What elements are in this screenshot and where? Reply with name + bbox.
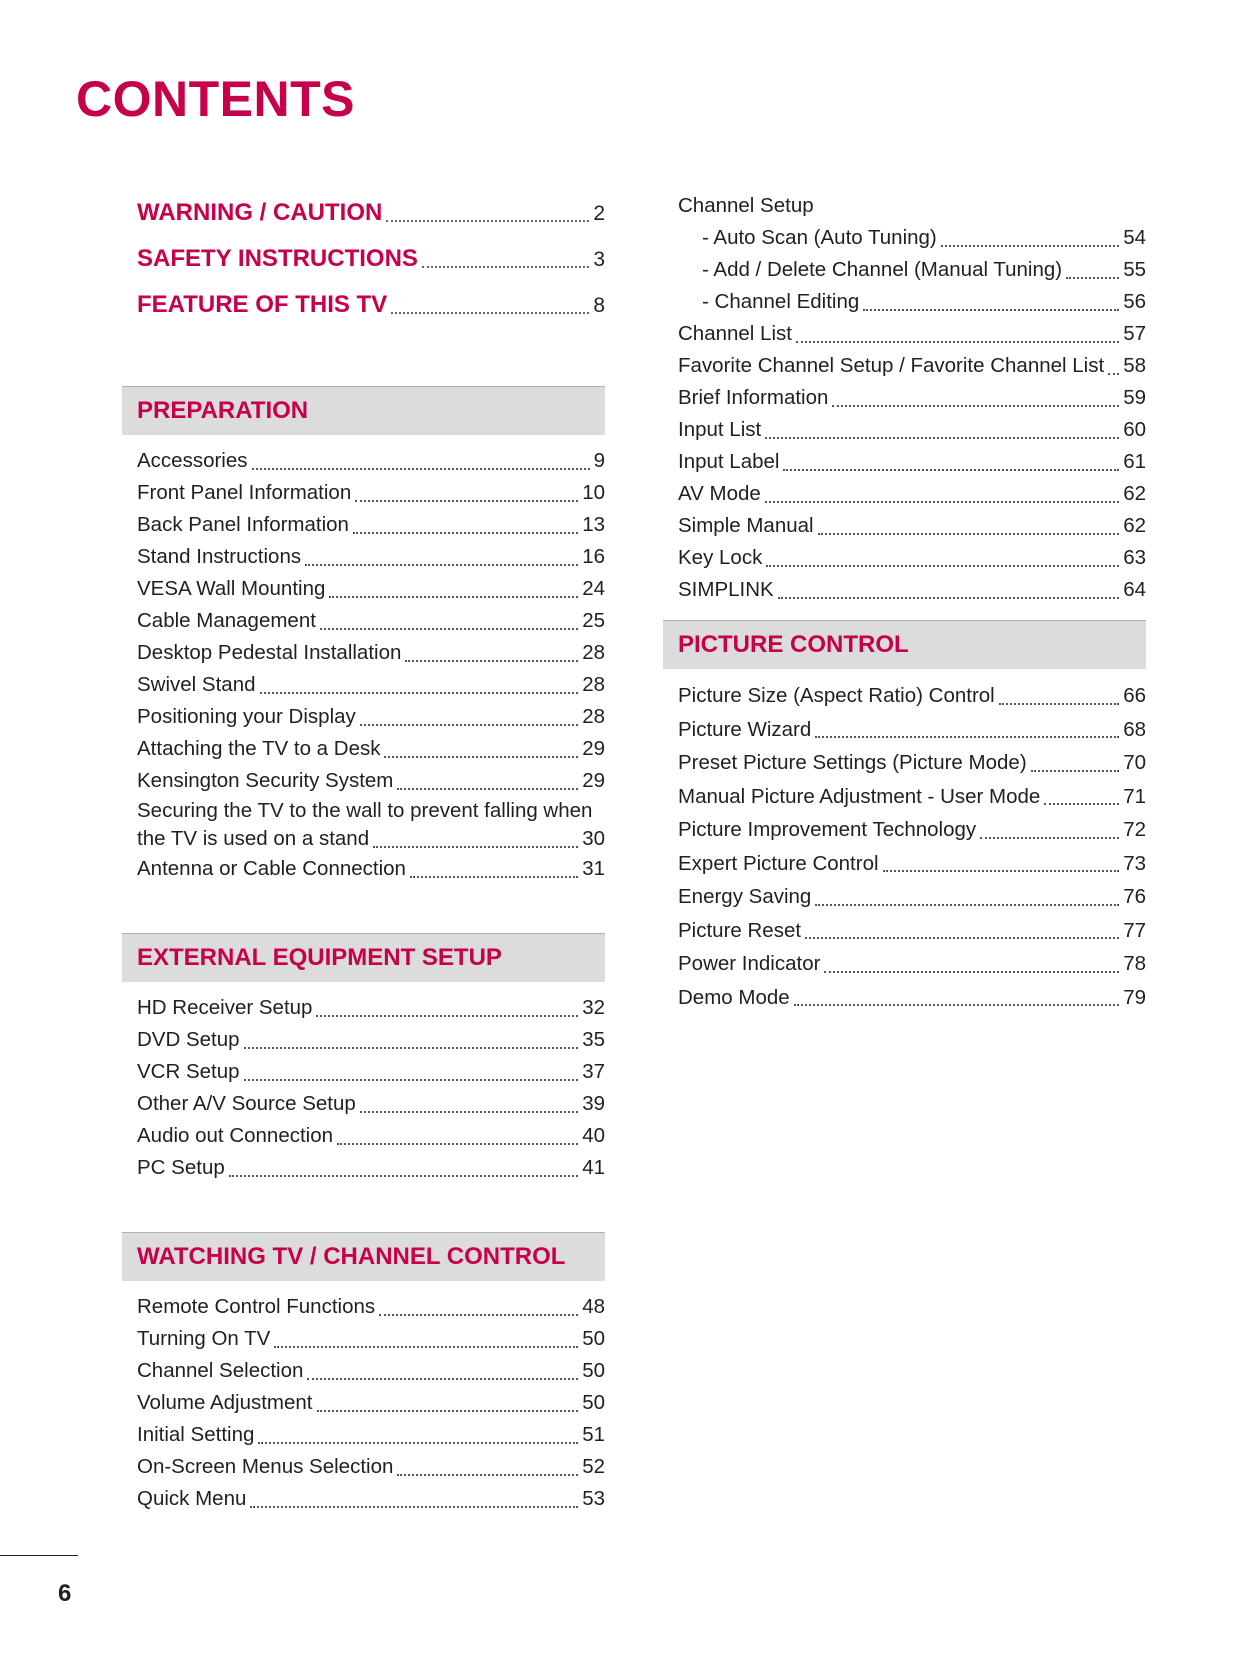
toc-entry[interactable]: Accessories 9 (137, 449, 605, 472)
toc-entry[interactable]: - Channel Editing 56 (702, 290, 1146, 313)
toc-entry[interactable]: SIMPLINK 64 (678, 578, 1146, 601)
top-entries (137, 190, 605, 328)
toc-entry[interactable]: Turning On TV 50 (137, 1327, 605, 1350)
toc-entry[interactable]: Front Panel Information 10 (137, 481, 605, 504)
page-number: 6 (58, 1580, 72, 1607)
toc-entry[interactable]: Energy Saving 76 (678, 885, 1146, 908)
toc-entry[interactable]: Input Label 61 (678, 450, 1146, 473)
toc-entry[interactable]: Cable Management 25 (137, 609, 605, 632)
toc-entry-line: Securing the TV to the wall to prevent falling when (137, 799, 593, 822)
toc-entry[interactable]: Picture Wizard 68 (678, 717, 1146, 741)
toc-entry[interactable]: Key Lock 63 (678, 546, 1146, 569)
toc-entry[interactable]: Positioning your Display 28 (137, 705, 605, 728)
toc-entry[interactable]: VCR Setup 37 (137, 1060, 605, 1083)
toc-entry[interactable]: Manual Picture Adjustment - User Mode 71 (678, 784, 1146, 808)
section-heading-watching: WATCHING TV / CHANNEL CONTROL (122, 1232, 605, 1281)
toc-entry[interactable]: FEATURE OF THIS TV 8 (137, 291, 605, 318)
left-column (137, 190, 605, 1515)
toc-entry[interactable]: Expert Picture Control 73 (678, 851, 1146, 875)
right-column (678, 190, 1146, 1014)
toc-entry[interactable]: Quick Menu 53 (137, 1487, 605, 1510)
toc-entry[interactable]: Volume Adjustment 50 (137, 1391, 605, 1414)
toc-entry[interactable]: Antenna or Cable Connection 31 (137, 857, 605, 880)
external-list (137, 992, 605, 1184)
toc-entry[interactable]: PC Setup 41 (137, 1156, 605, 1179)
toc-entry[interactable]: Desktop Pedestal Installation 28 (137, 641, 605, 664)
toc-entry[interactable]: - Auto Scan (Auto Tuning) 54 (702, 226, 1146, 249)
toc-entry-heading[interactable]: Channel Setup (678, 194, 814, 217)
toc-entry[interactable]: DVD Setup 35 (137, 1028, 605, 1051)
toc-entry[interactable]: Stand Instructions 16 (137, 545, 605, 568)
toc-entry[interactable]: Remote Control Functions 48 (137, 1295, 605, 1318)
watching-list (137, 1291, 605, 1515)
toc-entry[interactable]: Back Panel Information 13 (137, 513, 605, 536)
toc-entry[interactable]: Securing the TV to the wall to prevent falling when the TV is used on a stand 30 (137, 799, 605, 850)
toc-entry[interactable]: Power Indicator 78 (678, 952, 1146, 975)
toc-entry[interactable]: Channel Selection 50 (137, 1359, 605, 1382)
toc-entry[interactable]: Initial Setting 51 (137, 1423, 605, 1446)
toc-entry[interactable]: Picture Size (Aspect Ratio) Control 66 (678, 684, 1146, 707)
toc-entry[interactable]: HD Receiver Setup 32 (137, 996, 605, 1019)
channel-list (678, 190, 1146, 606)
toc-entry[interactable]: WARNING / CAUTION 2 (137, 199, 605, 226)
toc-entry[interactable]: On-Screen Menus Selection 52 (137, 1455, 605, 1478)
toc-entry[interactable]: SAFETY INSTRUCTIONS 3 (137, 245, 605, 272)
picture-list (678, 679, 1146, 1014)
toc-entry[interactable]: Simple Manual 62 (678, 514, 1146, 537)
toc-entry[interactable]: AV Mode 62 (678, 482, 1146, 505)
toc-entry[interactable]: Input List 60 (678, 418, 1146, 441)
toc-entry[interactable]: Picture Improvement Technology 72 (678, 818, 1146, 841)
toc-entry[interactable]: Picture Reset 77 (678, 918, 1146, 942)
toc-entry[interactable]: Preset Picture Settings (Picture Mode) 70 (678, 751, 1146, 774)
footer-divider (0, 1555, 78, 1556)
toc-entry[interactable]: Channel List 57 (678, 322, 1146, 345)
toc-entry[interactable]: Attaching the TV to a Desk 29 (137, 737, 605, 760)
toc-entry[interactable]: Kensington Security System 29 (137, 769, 605, 792)
toc-entry[interactable]: Demo Mode 79 (678, 985, 1146, 1009)
toc-entry[interactable]: Favorite Channel Setup / Favorite Channel List 58 (678, 354, 1146, 377)
preparation-list (137, 445, 605, 885)
section-heading-preparation: PREPARATION (122, 386, 605, 435)
toc-entry[interactable]: Brief Information 59 (678, 386, 1146, 409)
toc-entry[interactable]: VESA Wall Mounting 24 (137, 577, 605, 600)
page-title: CONTENTS (76, 71, 355, 127)
section-heading-external: EXTERNAL EQUIPMENT SETUP (122, 933, 605, 982)
toc-entry[interactable]: Other A/V Source Setup 39 (137, 1092, 605, 1115)
toc-entry[interactable]: Audio out Connection 40 (137, 1124, 605, 1147)
toc-entry[interactable]: Swivel Stand 28 (137, 673, 605, 696)
section-heading-picture: PICTURE CONTROL (663, 620, 1146, 669)
toc-entry[interactable]: - Add / Delete Channel (Manual Tuning) 55 (702, 258, 1146, 281)
